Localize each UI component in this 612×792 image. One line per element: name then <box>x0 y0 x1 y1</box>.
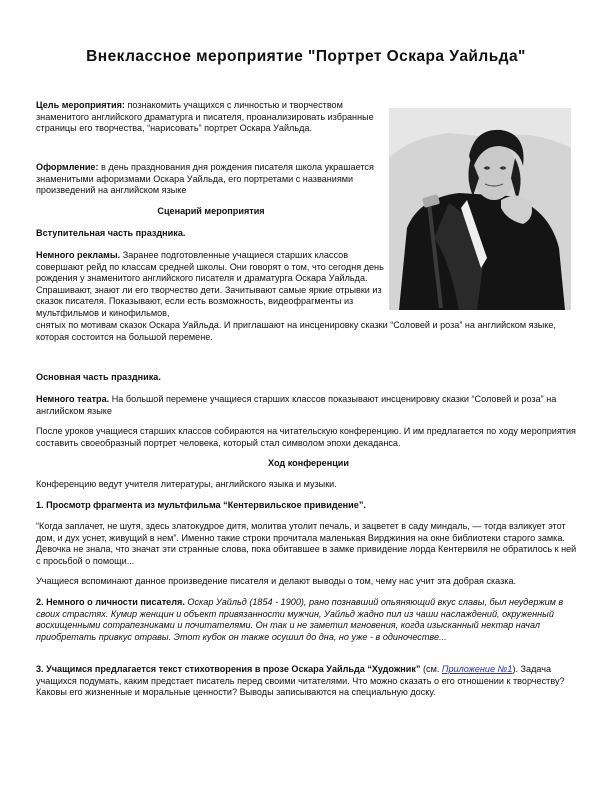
goal-text: познакомить учащихся с личностью и творчеством знаменитого английского драматурга и писателя, проанализировать избранные страницы его творчества, “нарисовать” портрет Оскара Уайльда. <box>36 100 374 134</box>
theatre-paragraph <box>36 394 581 417</box>
conference-heading: Ход конференции <box>268 458 349 468</box>
step1-heading: 1. Просмотр фрагмента из мультфильма “Кентервильское привидение”. <box>36 500 366 510</box>
step2-label: 2. Немного о личности писателя. <box>36 597 185 607</box>
step3-paren-close: ). <box>512 664 519 674</box>
page-title: Внеклассное мероприятие "Портрет Оскара Уайльда" <box>86 48 526 65</box>
intro-heading: Вступительная часть праздника. <box>36 228 186 238</box>
step2-text: Оскар Уайльд (1854 - 1900), рано познавший опьяняющий вкус славы, был неудержим в своих страстях. Кумир женщин и объект привязанности мужчин, Уайльд жадно пил из чаши наслаждений, окруженный восхищенными сотрапезниками и почитателями. Он так и не заметил мгновения, когда изысканный нектар начал приобретать привкус отравы. Этот кубок он также осушил до дна, но уже - в одиночестве... <box>36 597 564 642</box>
theatre-text: На большой перемене учащиеся старших классов показывают инсценировку сказки “Соловей и роза” на английском языке <box>36 394 557 416</box>
ads-paragraph-continued: снятых по мотивам сказок Оскара Уайльда. И приглашают на инсценировку сказки “Соловей и роза” на английском языке, которая состоится на большой перемене. <box>36 320 556 342</box>
step3-paren-open: (см. <box>420 664 442 674</box>
portrait-illustration <box>389 108 571 310</box>
goal-paragraph <box>36 100 386 135</box>
ads-label: Немного рекламы. <box>36 250 121 260</box>
goal-label: Цель мероприятия: <box>36 100 125 110</box>
step3-paragraph <box>36 664 581 699</box>
appendix-1-link[interactable]: Приложение №1 <box>441 664 513 674</box>
scenario-heading: Сценарий мероприятия <box>157 206 265 216</box>
after-lessons-paragraph: После уроков учащиеся старших классов собираются на читательскую конференцию. И им предлагается по ходу мероприятия составить своеобразный портрет человека, который стал символом эпохи декаданса. <box>36 426 576 448</box>
step1-after: Учащиеся вспоминают данное произведение писателя и делают выводы о том, чему нас учит эта добрая сказка. <box>36 576 517 586</box>
conference-lead: Конференцию ведут учителя литературы, английского языка и музыки. <box>36 479 337 489</box>
step3-text: Задача учащихся подумать, каким предстает писатель перед своими читателями. Что можно сказать о его отношении к творчеству? Каковы его жизненные и моральные ценности? Выводы записываются на специальную доску. <box>36 664 565 698</box>
design-label: Оформление: <box>36 162 99 172</box>
ads-paragraph <box>36 250 386 320</box>
main-heading: Основная часть праздника. <box>36 372 161 382</box>
step3-label: 3. Учащимся предлагается текст стихотворения в прозе Оскара Уайльда “Художник” <box>36 664 421 674</box>
step2-paragraph <box>36 597 581 643</box>
design-text: в день празднования дня рождения писателя школа украшается знаменитыми афоризмами Оскара Уайльда, его портретами с названиями произведений на английском языке <box>36 162 374 196</box>
oscar-wilde-portrait-photo <box>389 108 571 310</box>
theatre-label: Немного театра. <box>36 394 110 404</box>
design-paragraph <box>36 162 386 197</box>
step1-quote: “Когда заплачет, не шутя, здесь златокудрое дитя, молитва утолит печаль, и зацветет в саду миндаль, — тогда взликует этот дом, и дух уснет, живущий в нем”. Именно такие строки прочитала маленькая Вирджиния на окне библиотеки старого замка. Девочка не знала, что значат эти странные слова, пока обитавшее в замке привидение лорда Кентервиля не обратилось к ней с просьбой о помощи... <box>36 521 577 566</box>
ads-text: Заранее подготовленные учащиеся старших классов совершают рейд по классам средней школы. Они говорят о том, что сегодня день рождения у знаменитого английского писателя и драматурга Оскара Уайльда. Спрашивают, знают ли его творчество дети. Зачитывают самые яркие отрывки из сказок писателя. Показывают, если есть возможность, видеофрагменты из мультфильмов и кинофильмов, <box>36 250 384 318</box>
